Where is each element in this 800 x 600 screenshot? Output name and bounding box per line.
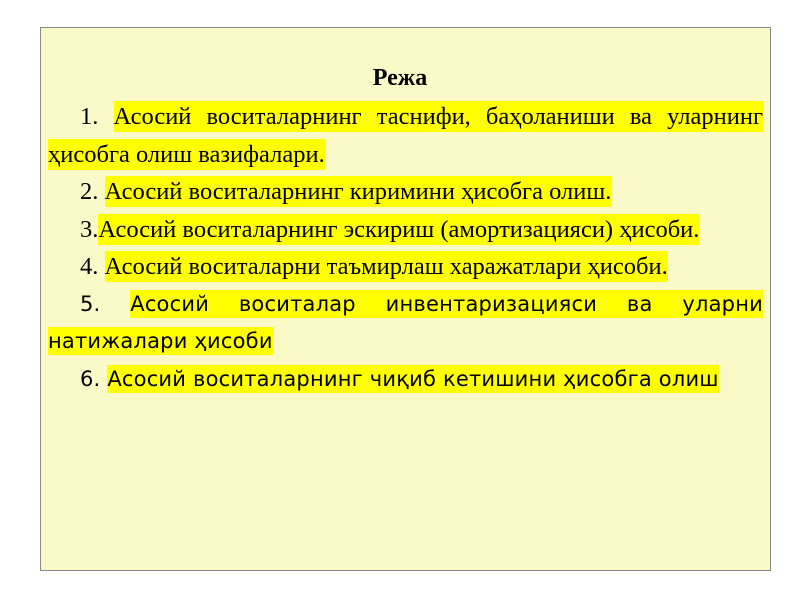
slide-title: Режа — [372, 65, 428, 91]
plan-item-1 — [48, 98, 763, 173]
plan-list — [48, 98, 763, 398]
plan-item-text: Асосий воситаларнинг эскириш (амортизацияси) ҳисоби. — [98, 215, 700, 243]
plan-item-number: 6. — [80, 366, 101, 391]
plan-item-number: 1. — [80, 103, 99, 130]
plan-item-3 — [48, 211, 763, 249]
plan-item-number: 3. — [80, 215, 99, 243]
plan-item-number: 2. — [80, 178, 99, 205]
plan-item-4 — [48, 248, 763, 286]
plan-item-2 — [48, 173, 763, 211]
plan-item-number: 4. — [80, 253, 99, 280]
plan-item-text: Асосий воситаларнинг киримини ҳисобга олиш. — [104, 178, 612, 205]
plan-item-5 — [48, 286, 763, 361]
plan-item-text: Асосий воситаларнинг чиқиб кетишини ҳисобга олиш — [107, 366, 719, 391]
plan-item-number: 5. — [80, 291, 101, 316]
plan-item-text: Асосий воситаларни таъмирлаш харажатлари ҳисоби. — [104, 253, 668, 280]
plan-item-6 — [48, 361, 763, 399]
plan-item-text: Асосий воситаларнинг таснифи, баҳоланиши ва уларнинг ҳисобга олиш вазифалари. — [48, 103, 764, 168]
plan-item-text: Асосий воситалар инвентаризацияси ва уларни натижалари ҳисоби — [48, 291, 763, 353]
